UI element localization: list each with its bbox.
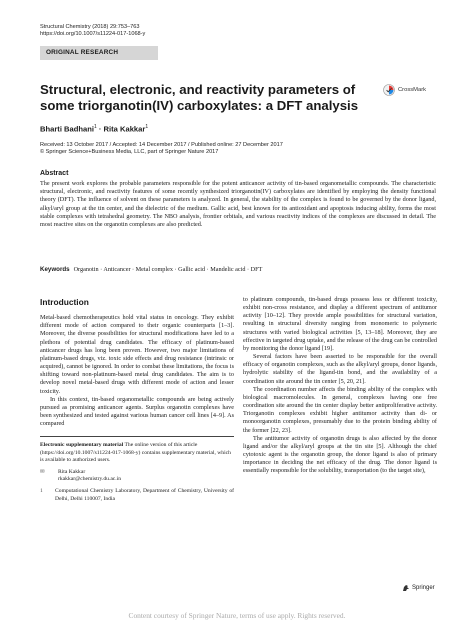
abstract-text: The present work explores the probable parameters responsible for the potent anticancer activity of tin-based organometallic compounds. The characteristic structural, electronic, and reactivity features of some recently synthesized triorganotin(IV) carboxylates are identified by employing the density functional theory (DFT). The influence of solvent on these parameters is analyzed. In general, the stability of the complex is found to be governed by the donor ligand, alkyl/aryl group at the tin center, and the dielectric of the medium. Gallic acid, best known for its antioxidant and apoptosis inducing ability, forms the most stable complexes with tetrahedral geometry. The NBO analysis, frontier orbitals, and various reactivity indices of the complexes are discussed in detail. The most reactive sites on the organotin complexes are also predicted. [40,180,436,229]
affiliation-text: Computational Chemistry Laboratory, Department of Chemistry, University of Delhi, Delhi 110007, India [55,488,234,502]
springer-label: Springer [412,585,435,591]
correspondence-block [40,469,234,483]
right-column [243,296,437,475]
footer-credit: Content courtesy of Springer Nature, terms of use apply. Rights reserved. [128,611,346,620]
body-paragraph: The coordination number affects the binding ability of the complex with biological macromolecules. In general, complexes having one free coordination site around the tin center display better antiproliferative activity. Triorganotin complexes exhibit higher antitumor activity than di- or monoorganotin complexes, presumably due to the protein binding ability of the former [22, 23]. [243,385,437,434]
author-affiliation-marker: 1 [145,124,149,130]
author-name[interactable]: Bharti Badhani [40,124,95,134]
keywords-list: Organotin · Anticancer · Metal complex · Gallic acid · Mandelic acid · DFT [73,266,263,273]
section-label: ORIGINAL RESEARCH [46,49,119,56]
journal-reference [40,24,145,39]
esm-label: Electronic supplementary material [40,442,124,449]
introduction-heading: Introduction [40,297,89,307]
body-paragraph: to platinum compounds, tin-based drugs possess less or different toxicity, exhibit non-cross resistance, and display a different spectrum of antitumor activity [10–12]. They provide ample possibilities for structural variation, resulting in structural diversity ranging from monomeric to polymeric structures with varied biological activities [5, 13–18]. Moreover, they are effective in targeted drug uptake, and the release of the drug can be controlled by monitoring the donor ligand [19]. [243,296,437,352]
author-name[interactable]: Rita Kakkar [103,124,146,134]
author-separator: · [96,124,104,134]
copyright-line: © Springer Science+Business Media, LLC, part of Springer Nature 2017 [40,149,219,156]
author-email[interactable]: rkakkar@chemistry.du.ac.in [58,476,122,483]
envelope-icon: ✉ [40,468,45,475]
body-paragraph: Several factors have been asserted to be responsible for the overall efficacy of organotin complexes, such as the alkyl/aryl groups, donor ligands, hydrolytic stability of the ligand-tin bond, and the availability of a coordination site around the tin center [5, 20, 21]. [243,353,437,385]
corresponding-author: Rita Kakkar [58,468,86,475]
springer-logo [402,584,435,592]
body-paragraph: The antitumor activity of organotin drugs is also affected by the donor ligand and/or the alkyl/aryl groups at the tin site [5]. Although the chief cytotoxic agent is the organotin group, the donor ligand is also of primary importance in deciding the net efficacy of the drug. The donor ligand is essentially responsible for the solubility, transportation (to the target site), [243,434,437,475]
section-label-box [40,46,158,60]
affiliation-marker: 1 [40,488,43,495]
journal-citation: Structural Chemistry (2018) 29:753–763 [40,24,140,30]
body-paragraph: In this context, tin-based organometallic compounds are being actively pursued as promising anticancer agents. Surplus organotin complexes have been synthesized and tested against various human cancer cell lines [4–9]. As compared [40,395,234,428]
springer-horse-icon [402,584,410,592]
keywords-line [40,266,436,273]
crossmark-icon [383,84,395,96]
author-affiliation-marker: 1 [94,124,97,130]
article-dates [40,142,283,157]
history-dates: Received: 13 October 2017 / Accepted: 14 December 2017 / Published online: 27 December 2017 [40,142,283,148]
crossmark-label: CrossMark [398,87,427,93]
abstract-heading: Abstract [40,170,69,177]
footnote-divider [40,436,234,437]
author-list [40,124,148,134]
left-column [40,288,234,503]
keywords-label: Keywords [40,266,70,273]
affiliation-block [40,488,234,502]
crossmark-badge[interactable] [383,84,426,96]
doi-link[interactable]: https://doi.org/10.1007/s11224-017-1068-y [40,31,146,38]
article-title: Structural, electronic, and reactivity parameters of some triorganotin(IV) carboxylates: a DFT analysis [40,82,359,113]
body-paragraph: Metal-based chemotherapeutics hold vital status in oncology. They exhibit different mode of action compared to their organic counterparts [1–3]. Moreover, the diverse possibilities for structural modifications have led to a plethora of potential drug candidates. The efficacy of platinum-based anticancer drugs has long been proven. However, two major limitations of platinum-based drugs, viz. toxic side effects and drug resistance (intrinsic or acquired), cannot be ignored. In order to combat these limitations, the focus is shifting toward non-platinum-based metal drug candidates. The aim is to develop novel metal-based drugs with different mode of action and lesser toxicity. [40,314,234,395]
esm-note [40,442,234,464]
esm-text: The online version of this article (https://doi.org/10.1007/s11224-017-1068-y) contains supplementary material, which is available to authorized users. [40,442,231,463]
